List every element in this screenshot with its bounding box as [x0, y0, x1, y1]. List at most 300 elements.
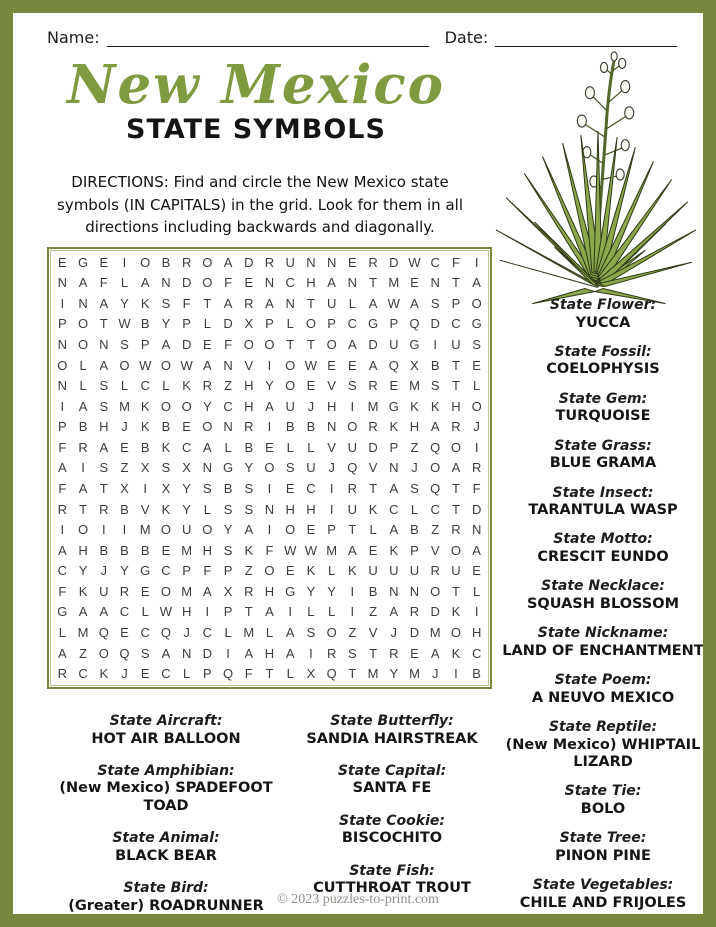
grid-letter: P [327, 522, 336, 538]
grid-letter: A [78, 481, 88, 497]
grid-letter: L [369, 522, 377, 538]
grid-letter: Q [160, 625, 171, 641]
grid-row [52, 437, 487, 458]
grid-letter: T [451, 481, 460, 497]
grid-letter: I [288, 604, 293, 620]
grid-letter: X [161, 481, 171, 497]
grid-letter: T [99, 316, 108, 332]
grid-letter: V [140, 501, 150, 517]
grid-letter: Z [79, 645, 88, 661]
symbol-answer-value: BLUE GRAMA [549, 455, 657, 472]
grid-letter: L [307, 604, 315, 620]
grid-letter: J [431, 666, 439, 682]
grid-letter: E [58, 254, 67, 270]
grid-letter: Z [431, 522, 440, 538]
page-subtitle: STATE SYMBOLS [126, 114, 386, 146]
grid-letter: O [243, 337, 254, 353]
grid-letter: A [265, 295, 274, 311]
grid-letter: M [243, 625, 255, 641]
grid-letter: E [389, 378, 399, 394]
grid-letter: K [244, 542, 254, 558]
grid-letter: C [285, 275, 295, 291]
grid-letter: I [267, 522, 272, 538]
grid-letter: R [471, 460, 482, 476]
grid-letter: Y [327, 583, 336, 599]
symbol-category-label: State Motto: [553, 531, 653, 548]
date-label: Date: [444, 28, 489, 47]
grid-letter: C [223, 398, 233, 414]
grid-letter: M [388, 275, 400, 291]
grid-letter: B [285, 419, 295, 435]
symbol-item [496, 719, 710, 771]
grid-letter: N [99, 337, 109, 353]
grid-letter: O [471, 295, 482, 311]
grid-letter: I [454, 666, 458, 682]
grid-letter: D [389, 254, 399, 270]
grid-letter: H [264, 645, 275, 661]
grid-letter: I [267, 481, 272, 497]
grid-letter: E [410, 275, 419, 291]
grid-letter: N [181, 645, 192, 661]
grid-letter: K [78, 583, 88, 599]
grid-letter: E [285, 563, 295, 579]
symbol-category-label: State Nickname: [537, 625, 669, 642]
grid-letter: B [78, 419, 88, 435]
grid-letter: E [327, 357, 336, 373]
grid-letter: E [265, 439, 274, 455]
grid-letter: H [244, 398, 254, 414]
grid-letter: O [430, 460, 441, 476]
grid-letter: C [78, 666, 88, 682]
grid-letter: O [430, 583, 441, 599]
grid-letter: S [99, 378, 109, 394]
grid-letter: E [203, 337, 212, 353]
grid-letter: Y [161, 316, 171, 332]
grid-letter: P [223, 563, 233, 579]
grid-letter: A [430, 645, 440, 661]
grid-letter: P [389, 316, 399, 332]
symbol-category-label: State Reptile: [548, 719, 658, 736]
grid-letter: K [99, 666, 109, 682]
grid-letter: C [57, 563, 68, 579]
grid-letter: C [471, 645, 482, 661]
grid-letter: L [183, 666, 191, 682]
grid-letter: U [306, 460, 316, 476]
symbols-right-column [496, 297, 710, 912]
grid-letter: Y [120, 295, 129, 311]
grid-letter: D [202, 645, 213, 661]
symbol-answer-value: YUCCA [575, 314, 631, 331]
grid-letter: S [285, 460, 295, 476]
grid-letter: T [369, 481, 378, 497]
grid-row [52, 602, 487, 623]
grid-letter: R [347, 481, 358, 497]
grid-letter: W [304, 357, 318, 373]
grid-letter: N [326, 254, 337, 270]
grid-letter: R [389, 645, 399, 661]
grid-letter: Q [388, 357, 399, 373]
grid-letter: A [265, 398, 274, 414]
grid-letter: N [57, 337, 68, 353]
grid-letter: F [224, 275, 233, 291]
grid-letter: S [223, 501, 233, 517]
grid-letter: A [472, 275, 481, 291]
grid-letter: S [472, 337, 481, 353]
grid-letter: K [348, 563, 357, 579]
grid-letter: F [58, 583, 67, 599]
grid-letter: M [326, 542, 338, 558]
grid-letter: T [451, 501, 460, 517]
grid-letter: L [286, 316, 294, 332]
grid-row [52, 478, 487, 499]
grid-letter: L [141, 604, 149, 620]
grid-row [52, 643, 487, 664]
grid-letter: N [430, 275, 440, 291]
symbol-category-label: State Bird: [123, 880, 209, 897]
grid-letter: W [284, 542, 297, 558]
grid-letter: N [264, 275, 275, 291]
grid-row [52, 663, 487, 684]
grid-letter: Q [347, 460, 358, 476]
grid-letter: Y [203, 398, 212, 414]
grid-letter: X [410, 357, 419, 373]
grid-letter: U [368, 563, 378, 579]
grid-letter: D [430, 316, 440, 332]
header-row [47, 28, 677, 47]
grid-letter: M [409, 378, 420, 394]
grid-letter: J [411, 460, 418, 476]
symbol-answer-value: BOLO [580, 800, 626, 817]
grid-letter: R [78, 439, 88, 455]
grid-letter: T [286, 337, 295, 353]
grid-letter: N [389, 460, 399, 476]
grid-letter: O [78, 522, 89, 538]
grid-letter: G [140, 563, 151, 579]
grid-letter: T [203, 295, 212, 311]
grid-letter: G [78, 254, 89, 270]
grid-letter: I [329, 481, 334, 497]
symbol-category-label: State Gem: [558, 390, 648, 407]
symbol-answer-value: COELOPHYSIS [546, 361, 660, 378]
grid-letter: E [472, 563, 481, 579]
grid-letter: U [451, 563, 461, 579]
grid-letter: O [202, 275, 213, 291]
grid-letter: N [326, 419, 337, 435]
copyright-footer: © 2023 puzzles-to-print.com [277, 892, 439, 907]
grid-row [52, 581, 487, 602]
grid-row [52, 561, 487, 582]
grid-letter: B [306, 419, 316, 435]
grid-letter: T [99, 481, 108, 497]
grid-letter: E [348, 254, 357, 270]
grid-letter: X [223, 583, 233, 599]
symbol-item [496, 485, 710, 520]
grid-letter: L [224, 625, 232, 641]
grid-letter: P [58, 419, 67, 435]
grid-letter: A [472, 542, 481, 558]
grid-letter: H [244, 378, 254, 394]
grid-letter: H [264, 583, 275, 599]
grid-letter: A [389, 481, 399, 497]
grid-letter: A [244, 645, 254, 661]
grid-letter: A [348, 542, 357, 558]
grid-letter: A [285, 625, 295, 641]
grid-letter: R [119, 583, 130, 599]
grid-letter: D [471, 501, 482, 517]
grid-letter: A [285, 645, 295, 661]
grid-letter: R [202, 378, 213, 394]
symbol-category-label: State Aircraft: [109, 713, 223, 729]
grid-letter: B [140, 316, 150, 332]
symbol-answer-value: SANDIA HAIRSTREAK [306, 730, 478, 747]
grid-letter: I [205, 604, 210, 620]
grid-letter: J [473, 419, 480, 435]
grid-letter: X [140, 460, 150, 476]
grid-letter: N [223, 419, 233, 435]
grid-letter: Y [182, 481, 191, 497]
symbol-item [496, 578, 710, 613]
grid-letter: L [473, 378, 481, 394]
grid-letter: L [286, 439, 294, 455]
grid-letter: L [286, 666, 294, 682]
grid-letter: Q [326, 666, 337, 682]
symbol-item [496, 783, 710, 818]
grid-letter: R [368, 254, 378, 270]
grid-letter: S [348, 645, 357, 661]
grid-letter: B [140, 542, 150, 558]
grid-letter: B [161, 419, 171, 435]
grid-letter: Y [223, 522, 233, 538]
grid-letter: P [203, 666, 212, 682]
symbol-category-label: State Tie: [564, 783, 642, 800]
grid-row [52, 273, 487, 294]
grid-letter: L [162, 378, 170, 394]
grid-letter: J [100, 563, 108, 579]
symbol-answer-value: HOT AIR BALLOON [91, 730, 241, 747]
grid-letter: R [451, 419, 461, 435]
grid-letter: B [244, 439, 254, 455]
grid-letter: A [327, 275, 336, 291]
grid-letter: I [267, 357, 272, 373]
grid-letter: S [410, 481, 419, 497]
grid-letter: R [99, 501, 109, 517]
grid-letter: I [350, 604, 355, 620]
grid-letter: I [101, 522, 106, 538]
symbol-answer-value: SQUASH BLOSSOM [526, 595, 680, 612]
symbol-category-label: State Vegetables: [532, 877, 674, 894]
grid-letter: P [389, 439, 399, 455]
grid-letter: O [326, 337, 337, 353]
grid-letter: P [223, 604, 233, 620]
grid-letter: X [244, 316, 254, 332]
grid-letter: A [99, 604, 109, 620]
grid-letter: F [265, 542, 274, 558]
grid-letter: N [389, 583, 399, 599]
grid-letter: E [140, 583, 150, 599]
grid-row [52, 252, 487, 273]
symbol-item [496, 625, 710, 660]
grid-letter: L [58, 625, 66, 641]
grid-letter: S [430, 378, 440, 394]
grid-letter: M [181, 583, 193, 599]
grid-letter: F [99, 275, 108, 291]
grid-letter: R [264, 254, 275, 270]
grid-letter: N [306, 254, 316, 270]
grid-letter: U [347, 439, 358, 455]
grid-letter: I [81, 460, 85, 476]
grid-letter: I [309, 645, 313, 661]
grid-letter: O [264, 563, 275, 579]
grid-letter: U [409, 563, 420, 579]
date-write-line [495, 31, 677, 47]
grid-letter: I [329, 501, 334, 517]
grid-letter: R [244, 295, 254, 311]
grid-letter: E [306, 522, 316, 538]
grid-letter: M [367, 666, 379, 682]
grid-letter: P [182, 316, 191, 332]
grid-letter: C [451, 316, 461, 332]
symbol-item [496, 297, 710, 332]
grid-letter: S [99, 460, 109, 476]
grid-letter: F [58, 481, 67, 497]
grid-letter: A [140, 275, 150, 291]
grid-letter: D [430, 604, 440, 620]
grid-letter: K [140, 398, 150, 414]
grid-letter: R [368, 378, 378, 394]
grid-letter: P [451, 295, 461, 311]
grid-letter: V [430, 542, 440, 558]
grid-letter: C [119, 604, 130, 620]
symbol-answer-value: BISCOCHITO [341, 830, 443, 847]
grid-letter: U [99, 583, 109, 599]
grid-letter: P [182, 563, 191, 579]
grid-letter: A [99, 439, 109, 455]
grid-letter: A [58, 645, 67, 661]
grid-letter: I [267, 419, 272, 435]
grid-letter: K [410, 398, 419, 414]
grid-letter: C [161, 563, 171, 579]
grid-letter: I [433, 337, 438, 353]
symbol-item [496, 438, 710, 473]
grid-letter: M [181, 542, 193, 558]
grid-letter: C [181, 439, 192, 455]
grid-letter: A [389, 604, 399, 620]
grid-letter: S [203, 481, 212, 497]
grid-letter: N [78, 295, 88, 311]
grid-letter: L [120, 378, 129, 394]
grid-letter: A [368, 295, 378, 311]
name-write-line [107, 31, 429, 47]
grid-letter: O [347, 419, 358, 435]
grid-row [52, 417, 487, 438]
symbol-answer-value: SANTA FE [352, 780, 432, 797]
grid-letter: K [368, 501, 378, 517]
grid-letter: U [181, 522, 192, 538]
grid-letter: I [60, 295, 65, 311]
grid-letter: H [202, 542, 213, 558]
grid-letter: H [99, 419, 109, 435]
symbol-category-label: State Capital: [337, 762, 447, 779]
grid-letter: G [285, 583, 296, 599]
grid-letter: A [348, 337, 357, 353]
grid-letter: V [244, 357, 254, 373]
grid-letter: I [122, 254, 127, 270]
grid-letter: H [409, 419, 420, 435]
grid-letter: W [304, 542, 318, 558]
grid-letter: E [410, 645, 419, 661]
grid-letter: E [368, 542, 378, 558]
grid-letter: O [78, 316, 89, 332]
grid-letter: Z [348, 625, 357, 641]
grid-letter: H [451, 398, 461, 414]
grid-letter: D [368, 337, 378, 353]
grid-letter: C [140, 625, 150, 641]
symbol-category-label: State Grass: [554, 437, 652, 454]
grid-letter: E [348, 357, 357, 373]
grid-letter: S [99, 398, 109, 414]
grid-letter: W [159, 604, 173, 620]
grid-letter: A [244, 522, 254, 538]
grid-letter: R [244, 583, 254, 599]
grid-letter: O [450, 625, 461, 641]
grid-letter: C [161, 666, 171, 682]
grid-letter: N [57, 275, 68, 291]
grid-letter: H [306, 501, 316, 517]
symbol-item [496, 830, 710, 865]
grid-letter: A [451, 460, 461, 476]
symbol-category-label: State Cookie: [339, 812, 445, 829]
grid-letter: I [60, 398, 65, 414]
symbols-bottom-middle-column [292, 713, 492, 898]
grid-letter: C [430, 501, 440, 517]
grid-letter: J [328, 460, 335, 476]
grid-letter: T [306, 295, 315, 311]
grid-letter: A [430, 419, 440, 435]
grid-letter: B [410, 522, 419, 538]
grid-letter: J [183, 625, 190, 641]
grid-letter: E [99, 254, 109, 270]
grid-row [52, 540, 487, 561]
grid-letter: O [285, 378, 296, 394]
symbol-category-label: State Animal: [112, 830, 220, 847]
grid-letter: R [430, 563, 440, 579]
grid-letter: O [471, 398, 482, 414]
grid-letter: F [244, 666, 253, 682]
grid-letter: K [306, 563, 316, 579]
grid-letter: K [451, 645, 461, 661]
symbol-answer-value: BLACK BEAR [115, 847, 217, 864]
grid-letter: N [471, 522, 482, 538]
grid-letter: W [139, 357, 152, 373]
symbol-category-label: State Fish: [349, 862, 435, 879]
grid-letter: R [57, 501, 68, 517]
grid-letter: R [451, 522, 461, 538]
grid-letter: O [160, 522, 171, 538]
grid-letter: C [389, 501, 399, 517]
grid-letter: Y [78, 563, 88, 579]
grid-letter: M [429, 625, 441, 641]
grid-letter: B [120, 501, 129, 517]
symbol-answer-value: A NEUVO MEXICO [531, 689, 675, 706]
symbol-answer-value: (New Mexico) SPADEFOOT TOAD [59, 780, 273, 814]
grid-letter: J [121, 666, 128, 682]
grid-letter: G [409, 337, 420, 353]
grid-letter: W [387, 295, 400, 311]
grid-letter: R [244, 419, 254, 435]
grid-letter: U [389, 337, 399, 353]
grid-letter: V [368, 625, 378, 641]
grid-letter: F [182, 295, 191, 311]
